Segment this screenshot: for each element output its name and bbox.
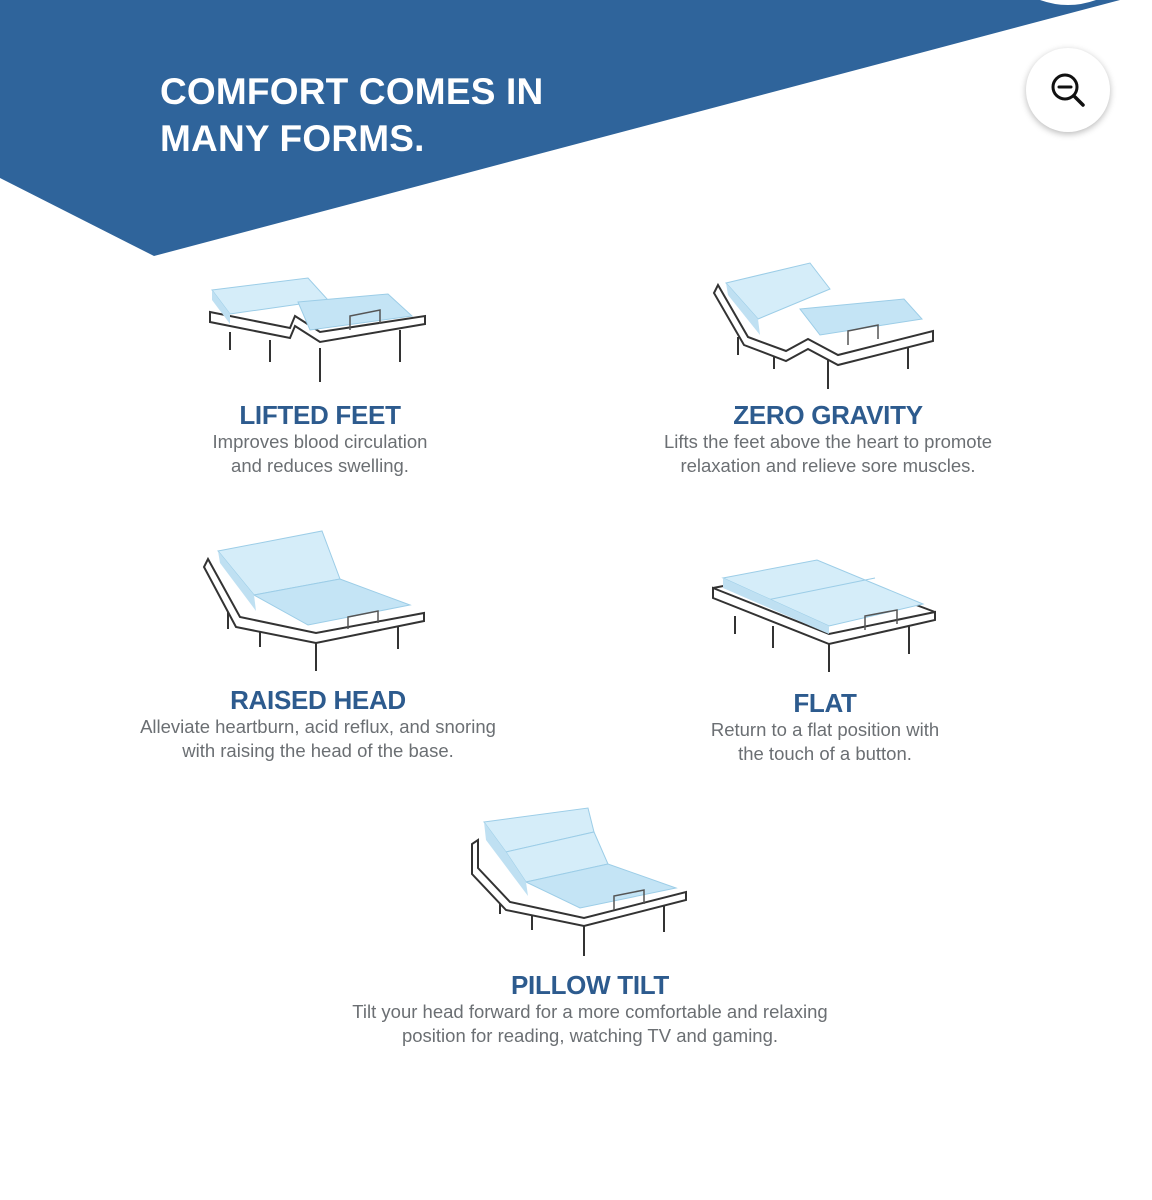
bed-pillow-tilt-icon (470, 800, 710, 970)
feature-description: Return to a flat position with the touch of a button. (710, 719, 940, 764)
feature-pillow-tilt (310, 800, 870, 1048)
page-title (160, 68, 640, 162)
bed-raised-head-icon (198, 525, 438, 685)
feature-title: FLAT (793, 688, 857, 718)
bed-lifted-feet-icon (200, 270, 440, 400)
feature-title: LIFTED FEET (239, 400, 401, 430)
feature-flat (620, 550, 1030, 766)
feature-description: Lifts the feet above the heart to promote relaxation and relieve sore muscles. (663, 431, 993, 476)
feature-title: RAISED HEAD (230, 685, 406, 715)
page-title-line-2: MANY FORMS. (160, 118, 425, 159)
feature-description: Tilt your head forward for a more comfortable and relaxing position for reading, watching TV and gaming. (352, 1001, 828, 1046)
zoom-out-button[interactable] (1026, 48, 1110, 132)
zoom-out-icon (1048, 70, 1088, 110)
feature-raised-head (108, 525, 528, 763)
page-title-line-1: COMFORT COMES IN (160, 71, 544, 112)
bed-zero-gravity-icon (708, 255, 948, 400)
bed-flat-icon (705, 550, 945, 688)
feature-description: Alleviate heartburn, acid reflux, and snoring with raising the head of the base. (140, 716, 496, 761)
feature-title: PILLOW TILT (511, 970, 669, 1000)
feature-title: ZERO GRAVITY (733, 400, 923, 430)
feature-lifted-feet (110, 270, 530, 478)
feature-zero-gravity (620, 255, 1036, 478)
feature-description: Improves blood circulation and reduces swelling. (212, 431, 428, 476)
